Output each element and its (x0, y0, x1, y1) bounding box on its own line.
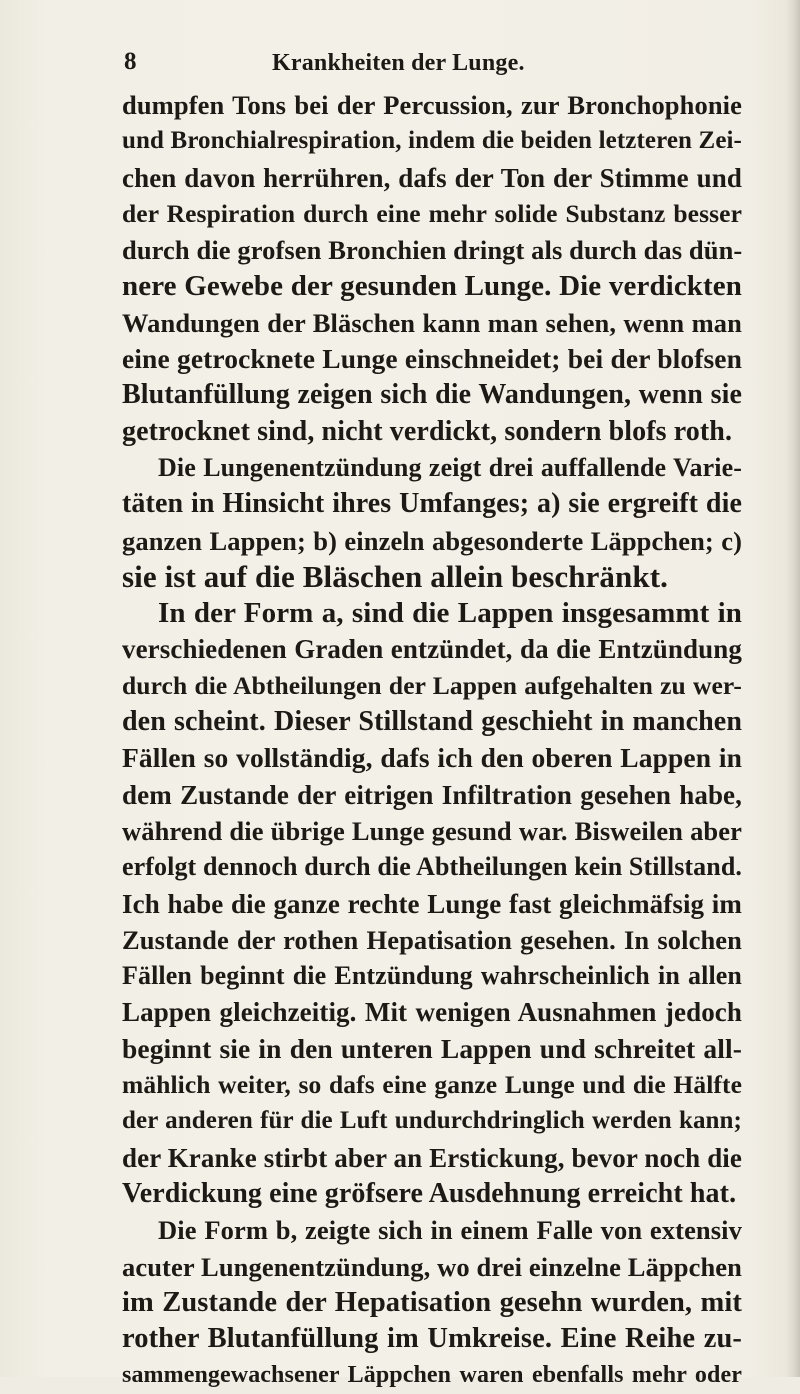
text-line: durch die Abtheilungen der Lappen aufgehalten zu wer- (122, 670, 742, 700)
text-line: In der Form a, sind die Lappen insgesammt in (158, 597, 742, 630)
text-line: sammengewachsener Läppchen waren ebenfalls mehr oder (122, 1362, 742, 1389)
text-line: während die übrige Lunge gesund war. Bisweilen aber (122, 815, 742, 846)
text-line: Lappen gleichzeitig. Mit wenigen Ausnahmen jedoch (122, 997, 742, 1028)
page-edge-shadow (786, 0, 800, 1377)
text-line: der Kranke stirbt aber an Erstickung, bevor noch die (122, 1142, 742, 1173)
running-head: Krankheiten der Lunge. (272, 50, 525, 76)
text-line: sie ist auf die Bläschen allein beschränkt. (122, 558, 668, 594)
text-line: durch die grofsen Bronchien dringt als durch das dün- (122, 235, 743, 266)
text-line: Blutanfüllung zeigen sich die Wandungen, wenn sie (122, 379, 742, 411)
text-line: täten in Hinsicht ihres Umfanges; a) sie ergreift die (122, 488, 742, 520)
page-header (124, 48, 736, 88)
text-line: Zustande der rothen Hepatisation gesehen. In solchen (122, 924, 742, 955)
text-line: Die Form b, zeigte sich in einem Falle von extensiv (158, 1215, 742, 1246)
text-line: beginnt sie in den unteren Lappen und schreitet all- (122, 1032, 742, 1064)
text-line: eine getrocknete Lunge einschneidet; bei der blofsen (122, 343, 742, 375)
text-line: dumpfen Tons bei der Percussion, zur Bronchophonie (122, 90, 742, 120)
text-line: Wandungen der Bläschen kann man sehen, wenn man (122, 307, 742, 338)
text-line: den scheint. Dieser Stillstand geschieht in manchen (122, 706, 742, 738)
text-line: ganzen Lappen; b) einzeln abgesonderte Läppchen; c) (122, 525, 742, 556)
text-line: nere Gewebe der gesunden Lunge. Die verdickten (122, 270, 742, 303)
text-line: dem Zustande der eitrigen Infiltration gesehen habe, (122, 779, 742, 810)
text-line: im Zustande der Hepatisation gesehn wurden, mit (122, 1286, 742, 1318)
text-line: Die Lungenentzündung zeigt drei auffallende Varie- (158, 452, 742, 482)
text-line: Ich habe die ganze rechte Lunge fast gleichmäfsig im (122, 888, 742, 919)
text-line: chen davon herrühren, dafs der Ton der Stimme und (122, 162, 742, 193)
text-line: acuter Lungenentzündung, wo drei einzelne Läppchen (122, 1251, 742, 1282)
text-line: rother Blutanfüllung im Umkreise. Eine Reihe zu- (122, 1323, 742, 1355)
text-line: Verdickung eine gröfsere Ausdehnung erreicht hat. (122, 1177, 737, 1209)
text-line: Fällen so vollständig, dafs ich den oberen Lappen in (122, 742, 742, 774)
body-text (122, 87, 742, 1394)
text-line: der anderen für die Luft undurchdringlich werden kann; (122, 1107, 742, 1135)
text-line: verschiedenen Graden entzündet, da die Entzündung (122, 634, 742, 665)
text-line: getrocknet sind, nicht verdickt, sondern blofs roth. (122, 415, 733, 447)
text-line: und Bronchialrespiration, indem die beiden letzteren Zei- (122, 127, 742, 155)
text-line: mählich weiter, so dafs eine ganze Lunge und die Hälfte (122, 1070, 742, 1100)
text-line: erfolgt dennoch durch die Abtheilungen kein Stillstand. (122, 852, 742, 882)
text-line: der Respiration durch eine mehr solide Substanz besser (122, 198, 742, 228)
text-line: Fällen beginnt die Entzündung wahrscheinlich in allen (122, 961, 742, 991)
page-number: 8 (124, 48, 137, 75)
